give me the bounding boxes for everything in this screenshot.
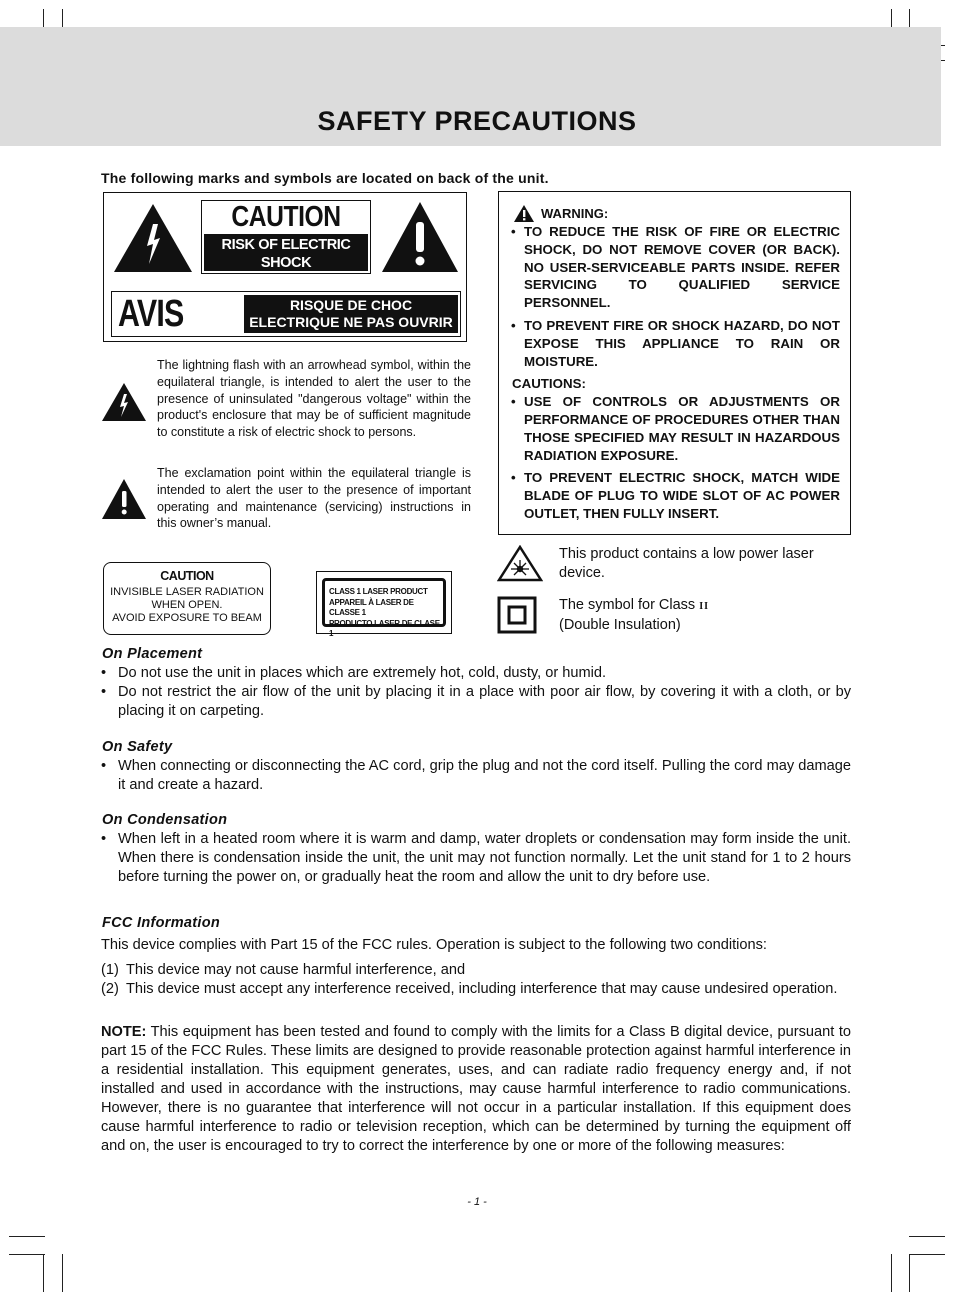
exclamation-description: The exclamation point within the equilateral triangle is intended to alert the user to the presence of important operating and maintenance (servicing) instructions in this owner’s manual. bbox=[157, 466, 471, 531]
class2-line-2: (Double Insulation) bbox=[559, 617, 681, 633]
laser-label-line-2: WHEN OPEN. bbox=[151, 599, 223, 611]
warning-list bbox=[509, 223, 840, 370]
crop-mark bbox=[9, 1236, 45, 1237]
condition-item bbox=[101, 961, 851, 980]
caution-label-panel bbox=[103, 192, 467, 342]
class1-line-3: PRODUCTO LASER DE CLASE 1 bbox=[329, 618, 440, 638]
crop-mark bbox=[909, 1254, 945, 1255]
warning-title: WARNING: bbox=[541, 205, 609, 221]
class2-roman: II bbox=[699, 601, 710, 612]
list-item: • Do not use the unit in places which are extremely hot, cold, dusty, or humid. bbox=[101, 664, 851, 683]
cautions-list bbox=[509, 393, 840, 523]
condition-item bbox=[101, 980, 851, 999]
caution-line-1: RISK OF ELECTRIC SHOCK bbox=[221, 237, 351, 271]
caution-line-2: DO NOT OPEN bbox=[237, 273, 335, 289]
class1-line-2: APPAREIL À LASER DE CLASSE 1 bbox=[329, 597, 414, 617]
note-text: This equipment has been tested and found to comply with the limits for a Class B digital device, pursuant to part 15 of the FCC Rules. These limits are designed to provide reasonable protection against harmful interference in a residential installation. This equipment generates, uses, and can radiate radio frequency energy and, if not installed and used in accordance with the instructions, may cause harmful interference to radio communications. However, there is no guarantee that interference will not occur in a particular installation. If this equipment does cause harmful interference to radio or television reception, which can be determined by turning the equipment off and on, the user is encouraged to try to correct the interference by one or more of the following measures: bbox=[101, 1024, 851, 1154]
class1-line-1: CLASS 1 LASER PRODUCT bbox=[329, 587, 428, 596]
fcc-intro: This device complies with Part 15 of the FCC rules. Operation is subject to the following two conditions: bbox=[101, 937, 767, 953]
exclamation-triangle-icon bbox=[101, 478, 147, 520]
warning-heading bbox=[513, 204, 840, 223]
fcc-conditions bbox=[101, 961, 851, 999]
double-insulation-icon bbox=[497, 596, 537, 634]
page-title: SAFETY PRECAUTIONS bbox=[317, 106, 637, 136]
laser-caution-label bbox=[103, 562, 271, 635]
cautions-title: CAUTIONS: bbox=[512, 376, 586, 392]
class2-line-1: The symbol for Class bbox=[559, 597, 696, 613]
crop-mark bbox=[909, 1254, 910, 1292]
condition-number: (1) bbox=[101, 962, 119, 978]
placement-list bbox=[101, 664, 851, 721]
fcc-note bbox=[101, 1023, 851, 1156]
avis-line-1: RISQUE DE CHOC bbox=[289, 297, 413, 313]
caution-item: • TO PREVENT ELECTRIC SHOCK, MATCH WIDE BLADE OF PLUG TO WIDE SLOT OF AC POWER OUTLET, THEN FULLY INSERT. bbox=[509, 469, 840, 522]
crop-mark bbox=[891, 1254, 892, 1292]
crop-mark bbox=[909, 1236, 945, 1237]
placement-heading: On Placement bbox=[102, 646, 203, 662]
avis-sign bbox=[111, 291, 461, 337]
safety-heading: On Safety bbox=[102, 739, 173, 755]
list-item: • Do not restrict the air flow of the unit by placing it in a place with poor air flow, by covering it with a cloth, or by placing it on carpeting. bbox=[101, 683, 851, 721]
list-item: • When connecting or disconnecting the AC cord, grip the plug and not the cord itself. Pulling the cord may damage it and create a hazard. bbox=[101, 757, 851, 795]
avis-title: AVIS bbox=[118, 293, 184, 335]
class2-note bbox=[559, 596, 709, 635]
laser-note: This product contains a low power laser device. bbox=[559, 546, 814, 581]
note-label: NOTE: bbox=[101, 1024, 147, 1040]
caution-subtext bbox=[204, 234, 368, 289]
crop-mark bbox=[43, 1254, 44, 1292]
avis-line-2: ELECTRIQUE NE PAS OUVRIR bbox=[249, 314, 453, 330]
condition-text: This device may not cause harmful interference, and bbox=[126, 962, 466, 978]
class1-laser-label bbox=[316, 571, 452, 638]
laser-label-title: CAUTION bbox=[160, 569, 214, 583]
condition-text: This device must accept any interference received, including interference that may cause undesired operation. bbox=[126, 981, 838, 997]
condensation-list bbox=[101, 830, 851, 887]
warning-box bbox=[498, 191, 851, 535]
laser-radiation-icon bbox=[497, 545, 543, 582]
lightning-description: The lightning flash with an arrowhead symbol, within the equilateral triangle, is intended to alert the user to the presence of uninsulated "dangerous voltage" within the product's enclosure that may be of sufficient magnitude to constitute a risk of electric shock to persons. bbox=[157, 358, 471, 440]
warning-item: • TO REDUCE THE RISK OF FIRE OR ELECTRIC SHOCK, DO NOT REMOVE COVER (OR BACK). NO USER-SERVICEABLE PARTS INSIDE. REFER SERVICING TO QUALIFIED SERVICE PERSONNEL. bbox=[509, 223, 840, 312]
condition-number: (2) bbox=[101, 981, 119, 997]
caution-title: CAUTION bbox=[231, 201, 341, 233]
condensation-heading: On Condensation bbox=[102, 812, 228, 828]
crop-mark bbox=[62, 1254, 63, 1292]
class1-label-inner bbox=[322, 578, 446, 638]
avis-subtext bbox=[244, 295, 458, 333]
lightning-triangle-icon bbox=[101, 382, 147, 422]
warning-triangle-icon bbox=[513, 204, 535, 223]
crop-mark bbox=[9, 1254, 45, 1255]
laser-label-line-1: INVISIBLE LASER RADIATION bbox=[110, 586, 264, 598]
exclamation-triangle-icon bbox=[380, 200, 460, 274]
warning-item: • TO PREVENT FIRE OR SHOCK HAZARD, DO NOT EXPOSE THIS APPLIANCE TO RAIN OR MOISTURE. bbox=[509, 317, 840, 370]
laser-label-line-3: AVOID EXPOSURE TO BEAM bbox=[112, 612, 262, 624]
intro-text: The following marks and symbols are located on back of the unit. bbox=[101, 170, 549, 186]
list-item: • When left in a heated room where it is warm and damp, water droplets or condensation may form inside the unit. When there is condensation inside the unit, the unit may not function normally. Let the unit stand for 1 to 2 hours before turning the power on, or gradually heat the room and allow the unit to dry before use. bbox=[101, 830, 851, 887]
lightning-triangle-icon bbox=[112, 202, 194, 274]
fcc-heading: FCC Information bbox=[102, 915, 221, 931]
safety-list bbox=[101, 757, 851, 795]
caution-item: • USE OF CONTROLS OR ADJUSTMENTS OR PERFORMANCE OF PROCEDURES OTHER THAN THOSE SPECIFIED MAY RESULT IN HAZARDOUS RADIATION EXPOSURE. bbox=[509, 393, 840, 464]
caution-sign bbox=[201, 200, 371, 289]
page-number: - 1 - bbox=[467, 1196, 487, 1208]
